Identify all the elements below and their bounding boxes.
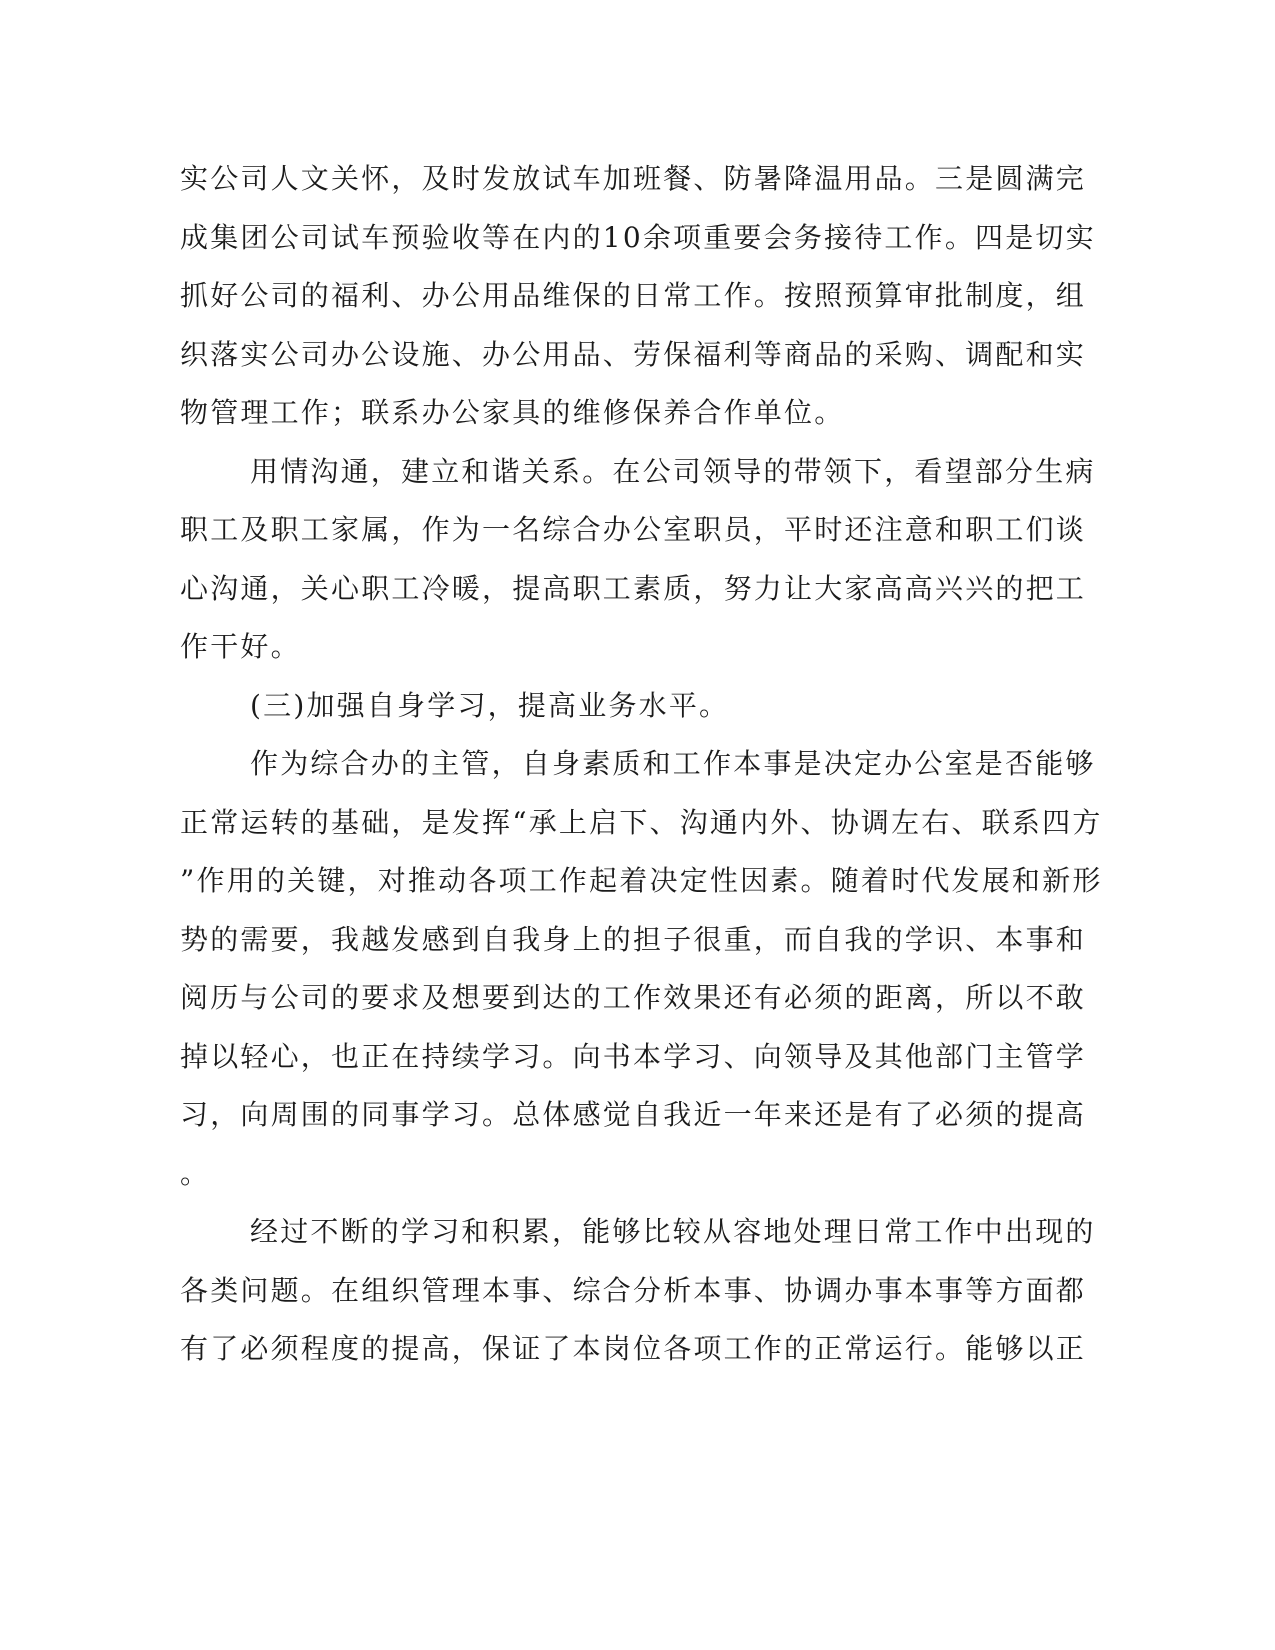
- text-line: 各类问题。在组织管理本事、综合分析本事、协调办事本事等方面都: [180, 1273, 1087, 1307]
- text-line: ”作用的关键，对推动各项工作起着决定性因素。随着时代发展和新形: [180, 864, 1103, 897]
- text-line: 抓好公司的福利、办公用品维保的日常工作。按照预算审批制度，组: [180, 279, 1087, 312]
- text-line: 作干好。: [180, 630, 301, 663]
- text-line: 。: [180, 1156, 211, 1190]
- text-line: 阅历与公司的要求及想要到达的工作效果还有必须的距离，所以不敢: [180, 981, 1087, 1014]
- text-line: 成集团公司试车预验收等在内的10余项重要会务接待工作。四是切实: [180, 220, 1096, 254]
- text-line: 心沟通，关心职工冷暖，提高职工素质，努力让大家高高兴兴的把工: [180, 571, 1087, 605]
- text-line: 实公司人文关怀，及时发放试车加班餐、防暑降温用品。三是圆满完: [180, 162, 1087, 195]
- text-line: 正常运转的基础，是发挥“承上启下、沟通内外、协调左右、联系四方: [180, 805, 1103, 839]
- section-heading: (三)加强自身学习，提高业务水平。: [250, 688, 730, 722]
- paragraph-start-line: 作为综合办的主管，自身素质和工作本事是决定办公室是否能够: [250, 747, 1096, 780]
- text-line: 势的需要，我越发感到自我身上的担子很重，而自我的学识、本事和: [180, 922, 1087, 956]
- body-text: [180, 150, 1103, 1379]
- text-line: 掉以轻心，也正在持续学习。向书本学习、向领导及其他部门主管学: [180, 1039, 1087, 1073]
- text-line: 习，向周围的同事学习。总体感觉自我近一年来还是有了必须的提高: [180, 1098, 1087, 1131]
- paragraph-start-line: 经过不断的学习和积累，能够比较从容地处理日常工作中出现的: [250, 1215, 1096, 1248]
- text-line: 有了必须程度的提高，保证了本岗位各项工作的正常运行。能够以正: [180, 1332, 1087, 1365]
- paragraph-start-line: 用情沟通，建立和谐关系。在公司领导的带领下，看望部分生病: [250, 454, 1096, 488]
- text-line: 织落实公司办公设施、办公用品、劳保福利等商品的采购、调配和实: [180, 337, 1087, 371]
- text-line: 职工及职工家属，作为一名综合办公室职员，平时还注意和职工们谈: [180, 513, 1087, 546]
- text-line: 物管理工作；联系办公家具的维修保养合作单位。: [180, 396, 845, 429]
